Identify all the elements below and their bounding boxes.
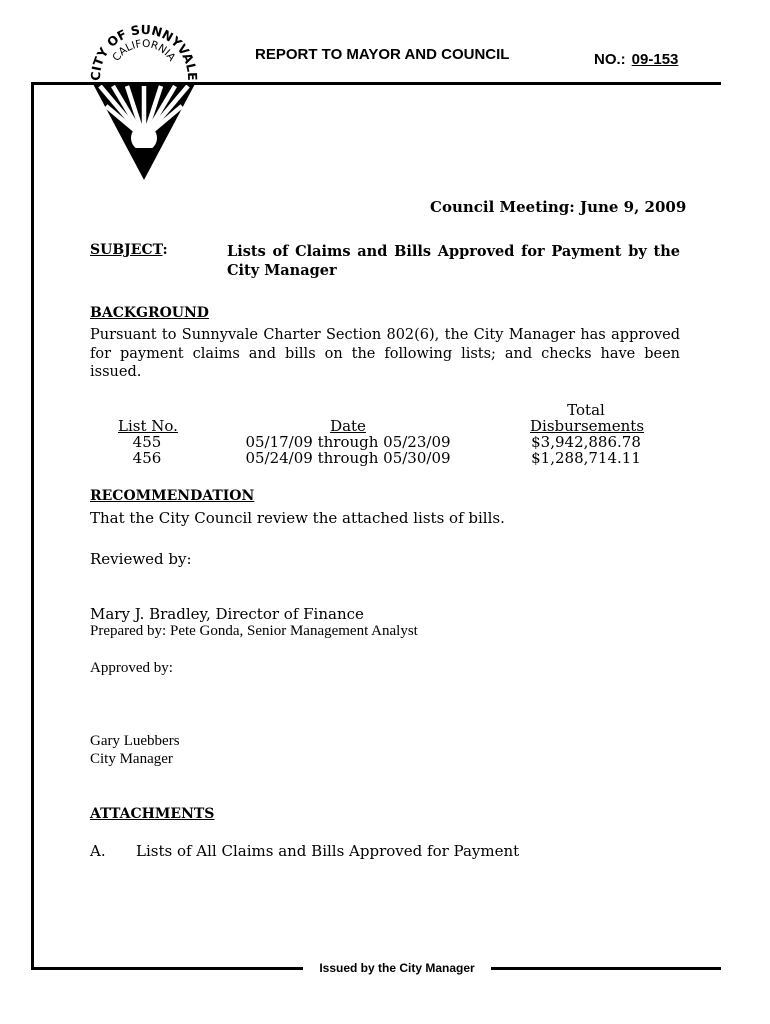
subject-colon: : xyxy=(162,242,168,258)
subject-line-1: Lists of Claims and Bills Approved for Payment by the xyxy=(227,243,680,260)
prepared-by: Prepared by: Pete Gonda, Senior Management Analyst xyxy=(90,623,418,639)
reviewed-by-label: Reviewed by: xyxy=(90,550,192,568)
report-title: REPORT TO MAYOR AND COUNCIL xyxy=(255,46,510,63)
reviewer-name: Mary J. Bradley, Director of Finance xyxy=(90,605,364,623)
attachment-a-letter: A. xyxy=(90,842,106,860)
subject-line-2: City Manager xyxy=(227,262,337,279)
row-455-date: 05/17/09 through 05/23/09 xyxy=(245,433,451,451)
report-number xyxy=(594,51,678,68)
svg-text:CALIFORNIA: CALIFORNIA xyxy=(110,37,178,64)
report-number-value: 09-153 xyxy=(631,51,679,68)
row-456-date: 05/24/09 through 05/30/09 xyxy=(245,449,451,467)
header-date: Date xyxy=(330,417,366,435)
left-border xyxy=(31,82,34,970)
row-455-total: $3,942,886.78 xyxy=(531,433,641,451)
header-disbursements: Disbursements xyxy=(530,417,645,435)
background-heading: BACKGROUND xyxy=(90,305,209,321)
attachments-heading: ATTACHMENTS xyxy=(90,806,215,822)
attachment-a-text: Lists of All Claims and Bills Approved for Payment xyxy=(136,842,520,860)
row-456-total: $1,288,714.11 xyxy=(531,449,641,467)
city-seal-logo xyxy=(86,20,202,185)
report-number-label: NO.: xyxy=(594,51,626,68)
recommendation-text: That the City Council review the attached lists of bills. xyxy=(90,509,505,527)
footer-issued-by: Issued by the City Manager xyxy=(303,961,491,975)
header-rule xyxy=(31,82,721,85)
subject-text xyxy=(227,242,680,280)
approver-name: Gary Luebbers xyxy=(90,733,180,749)
council-meeting-date: Council Meeting: June 9, 2009 xyxy=(430,198,687,216)
row-456-list-no: 456 xyxy=(132,449,162,467)
svg-text:CITY OF SUNNYVALE: CITY OF SUNNYVALE xyxy=(87,21,201,81)
approved-by-label: Approved by: xyxy=(90,660,173,676)
background-paragraph: Pursuant to Sunnyvale Charter Section 802(6), the City Manager has approved for payment claims and bills on the following lists; and checks have been issued. xyxy=(90,327,680,380)
recommendation-heading: RECOMMENDATION xyxy=(90,488,255,504)
subject-label-text: SUBJECT xyxy=(90,242,163,258)
header-list-no: List No. xyxy=(118,417,178,435)
approver-title: City Manager xyxy=(90,751,173,767)
row-455-list-no: 455 xyxy=(132,433,162,451)
subject-label xyxy=(90,242,168,258)
header-total: Total xyxy=(567,401,605,419)
